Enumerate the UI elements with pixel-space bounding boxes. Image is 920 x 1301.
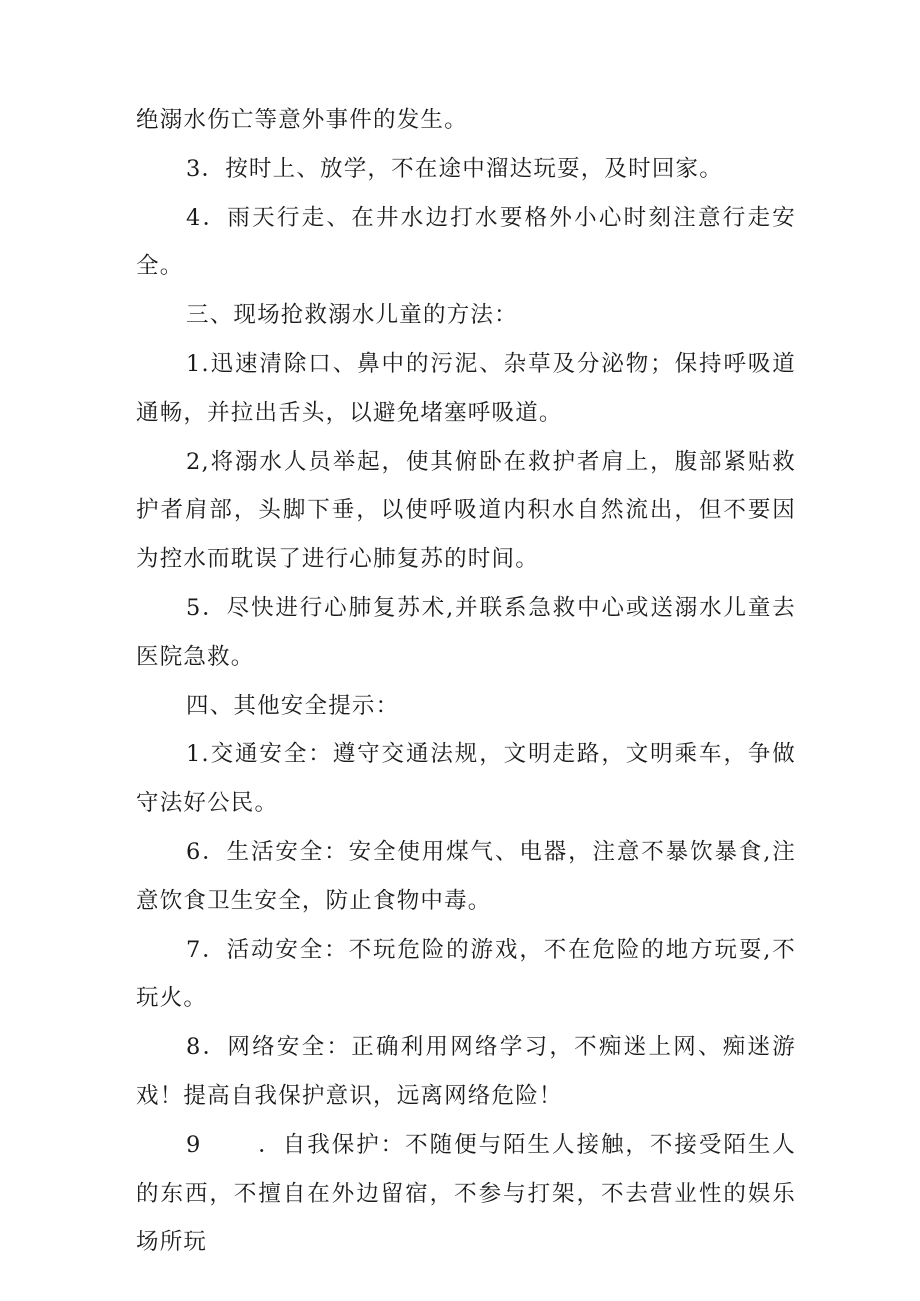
section-heading-3: 三、现场抢救溺水儿童的方法：: [186, 302, 518, 329]
paragraph-rescue-2: 2,将溺水人员举起，使其俯卧在救护者肩上，腹部紧贴救护者肩部，头脚下垂，以使呼吸道内积水自然流出，但不要因为控水而耽误了进行心肺复苏的时间。: [136, 448, 796, 573]
paragraph-continuation: 绝溺水伤亡等意外事件的发生。: [136, 107, 468, 133]
paragraph-tip-1: 1.交通安全：遵守交通法规，文明走路，文明乘车，争做守法好公民。: [136, 741, 796, 817]
paragraph-rescue-1: 1.迅速清除口、鼻中的污泥、杂草及分泌物；保持呼吸道通畅，并拉出舌头，以避免堵塞呼吸道。: [136, 350, 796, 426]
paragraph-tip-6: 6．生活安全：安全使用煤气、电器，注意不暴饮暴食,注意饮食卫生安全，防止食物中毒。: [136, 838, 796, 914]
paragraph-item-3: 3．按时上、放学，不在途中溜达玩耍，及时回家。: [186, 155, 723, 182]
section-heading-4: 四、其他安全提示：: [186, 692, 400, 719]
document-body: [136, 96, 796, 1267]
paragraph-item-4: 4．雨天行走、在井水边打水要格外小心时刻注意行走安全。: [136, 204, 796, 280]
paragraph-tip-7: 7．活动安全：不玩危险的游戏，不在危险的地方玩耍,不玩火。: [136, 936, 796, 1012]
paragraph-tip-9-text: ．自我保护：不随便与陌生人接触，不接受陌生人的东西，不擅自在外边留宿，不参与打架，不去营业性的娱乐场所玩: [136, 1131, 796, 1256]
paragraph-tip-8: 8．网络安全：正确利用网络学习，不痴迷上网、痴迷游戏！提高自我保护意识，远离网络危险！: [136, 1034, 796, 1109]
paragraph-tip-9-number: 9: [186, 1131, 202, 1158]
paragraph-rescue-5: 5．尽快进行心肺复苏术,并联系急救中心或送溺水儿童去医院急救。: [136, 594, 796, 670]
paragraph-tip-9: [136, 1121, 796, 1267]
